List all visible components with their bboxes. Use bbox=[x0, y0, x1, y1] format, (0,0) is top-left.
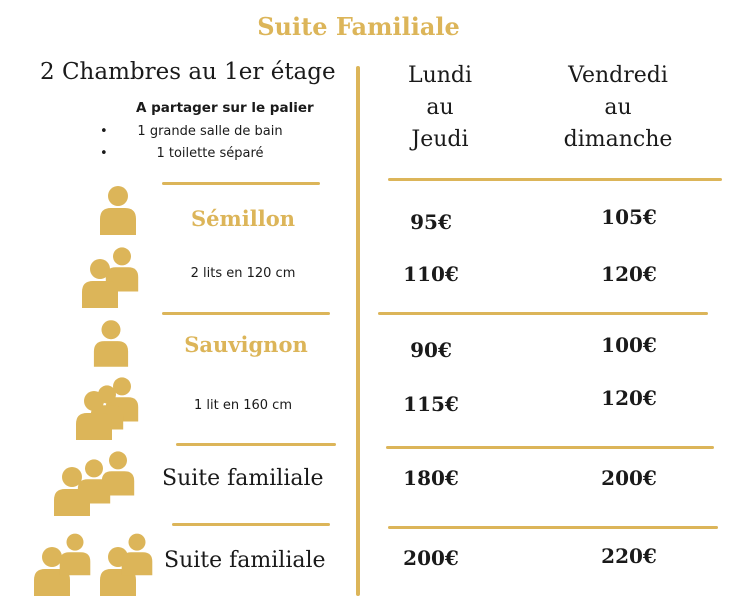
shared-heading: A partager sur le palier bbox=[136, 100, 314, 116]
bullet: • bbox=[100, 146, 108, 161]
divider bbox=[388, 526, 718, 529]
shared-item-text: 1 grande salle de bain bbox=[137, 124, 283, 139]
family-icon bbox=[32, 528, 158, 600]
floor-heading: 2 Chambres au 1er étage bbox=[40, 59, 336, 85]
family-icon bbox=[52, 450, 138, 520]
room-name: Sémillon bbox=[191, 206, 295, 231]
price-weekday: 95€ bbox=[410, 210, 452, 234]
divider bbox=[388, 178, 722, 181]
price-weekend: 120€ bbox=[601, 262, 657, 286]
column-header-weekend bbox=[548, 60, 688, 156]
shared-item-text: 1 toilette séparé bbox=[156, 146, 264, 161]
divider bbox=[172, 523, 330, 526]
person-icon bbox=[92, 318, 130, 368]
column-header-line: dimanche bbox=[563, 127, 673, 152]
room-bed: 1 lit en 160 cm bbox=[194, 398, 292, 413]
room-name: Sauvignon bbox=[184, 332, 308, 357]
price-weekend: 100€ bbox=[601, 333, 657, 357]
price-weekend: 120€ bbox=[601, 386, 657, 410]
price-weekday: 110€ bbox=[403, 262, 459, 286]
column-header-line: Lundi bbox=[407, 63, 473, 88]
divider bbox=[386, 446, 714, 449]
two-people-icon bbox=[80, 246, 142, 308]
bullet: • bbox=[100, 124, 108, 139]
three-people-icon bbox=[74, 376, 144, 440]
divider bbox=[162, 312, 330, 315]
price-weekday: 90€ bbox=[410, 338, 452, 362]
price-weekend: 200€ bbox=[601, 466, 657, 490]
price-weekend: 220€ bbox=[601, 544, 657, 568]
vertical-divider bbox=[356, 66, 360, 596]
price-weekday: 180€ bbox=[403, 466, 459, 490]
price-weekday: 200€ bbox=[403, 546, 459, 570]
price-weekday: 115€ bbox=[403, 392, 459, 416]
column-header-line: au bbox=[604, 95, 632, 120]
price-weekend: 105€ bbox=[601, 205, 657, 229]
divider bbox=[162, 182, 320, 185]
divider bbox=[176, 443, 336, 446]
divider bbox=[378, 312, 708, 315]
column-header-line: Vendredi bbox=[568, 63, 668, 88]
page-title: Suite Familiale bbox=[257, 12, 460, 41]
room-name: Suite familiale bbox=[162, 466, 324, 491]
column-header-line: Jeudi bbox=[411, 127, 469, 152]
person-icon bbox=[98, 184, 138, 236]
column-header-line: au bbox=[426, 95, 454, 120]
column-header-weekday bbox=[392, 60, 488, 156]
room-name: Suite familiale bbox=[164, 548, 326, 573]
room-bed: 2 lits en 120 cm bbox=[190, 266, 296, 281]
